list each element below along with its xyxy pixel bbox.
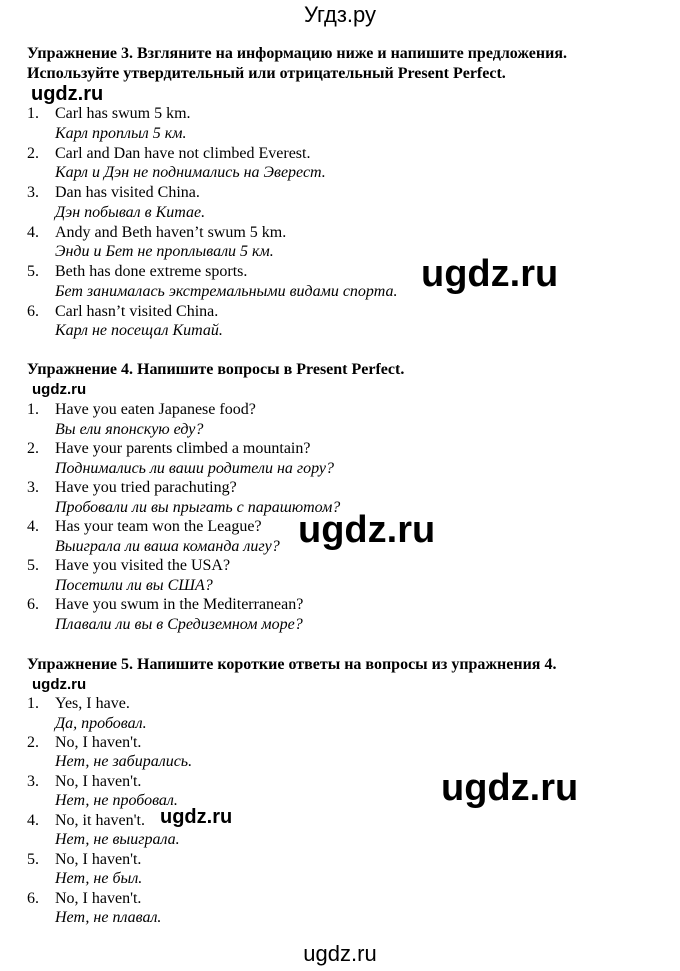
ex4-item1-number: 1. [27,401,39,418]
ex5-item2-number: 2. [27,734,39,751]
exercise3-heading-line2: Используйте утвердительный или отрицательный Present Perfect. [27,65,506,82]
watermark-small-3: ugdz.ru [32,676,87,693]
ex5-item1-russian: Да, пробовал. [55,715,147,732]
ex5-item6-russian: Нет, не плавал. [55,909,162,926]
ex3-item5-english: Beth has done extreme sports. [55,263,248,280]
watermark-big-2: ugdz.ru [298,509,436,551]
ex5-item3-number: 3. [27,773,39,790]
watermark-small-4: ugdz.ru [160,806,233,828]
ex4-item6-english: Have you swum in the Mediterranean? [55,596,304,613]
ex4-item6-number: 6. [27,596,39,613]
ex4-item4-english: Has your team won the League? [55,518,262,535]
ex4-item5-english: Have you visited the USA? [55,557,231,574]
ex4-item5-russian: Посетили ли вы США? [55,577,213,594]
ex3-item3-english: Dan has visited China. [55,184,200,201]
ex4-item3-english: Have you tried parachuting? [55,479,237,496]
ex5-item4-number: 4. [27,812,39,829]
ex5-item6-number: 6. [27,890,39,907]
ex5-item5-english: No, I haven't. [55,851,142,868]
exercise5-heading: Упражнение 5. Напишите короткие ответы на вопросы из упражнения 4. [27,656,557,673]
ex3-item3-russian: Дэн побывал в Китае. [55,204,206,221]
site-title: Угдз.ру [303,2,377,27]
ex3-item6-english: Carl hasn’t visited China. [55,303,219,320]
ex3-item6-number: 6. [27,303,39,320]
ex5-item1-number: 1. [27,695,39,712]
ex3-item1-russian: Карл проплыл 5 км. [55,125,187,142]
ex4-item3-russian: Пробовали ли вы прыгать с парашютом? [55,499,341,516]
ex5-item4-russian: Нет, не выиграла. [55,831,180,848]
ex3-item5-number: 5. [27,263,39,280]
ex4-item5-number: 5. [27,557,39,574]
watermark-small-1: ugdz.ru [31,83,104,105]
ex3-item5-russian: Бет занималась экстремальными видами спорта. [55,283,398,300]
watermark-big-3: ugdz.ru [441,767,579,809]
ex3-item2-english: Carl and Dan have not climbed Everest. [55,145,311,162]
ex3-item2-russian: Карл и Дэн не поднимались на Эверест. [55,164,326,181]
ex4-item3-number: 3. [27,479,39,496]
ex5-item2-russian: Нет, не забирались. [55,753,193,770]
footer-watermark: ugdz.ru [303,941,377,966]
ex4-item1-english: Have you eaten Japanese food? [55,401,256,418]
ex4-item2-russian: Поднимались ли ваши родители на гору? [55,460,335,477]
ex5-item3-english: No, I haven't. [55,773,142,790]
ex5-item2-english: No, I haven't. [55,734,142,751]
ex5-item5-russian: Нет, не был. [55,870,143,887]
ex3-item2-number: 2. [27,145,39,162]
watermark-big-1: ugdz.ru [421,253,559,295]
ex4-item4-number: 4. [27,518,39,535]
ex3-item4-number: 4. [27,224,39,241]
ex3-item4-english: Andy and Beth haven’t swum 5 km. [55,224,287,241]
exercise3-heading-line1: Упражнение 3. Взгляните на информацию ниже и напишите предложения. [27,45,567,62]
watermark-small-2: ugdz.ru [32,381,87,398]
ex5-item6-english: No, I haven't. [55,890,142,907]
ex5-item4-english: No, it haven't. [55,812,145,829]
ex3-item4-russian: Энди и Бет не проплывали 5 км. [55,243,274,260]
exercise4-heading: Упражнение 4. Напишите вопросы в Present Perfect. [27,361,405,378]
ex4-item1-russian: Вы ели японскую еду? [55,421,204,438]
ex3-item1-number: 1. [27,105,39,122]
ex5-item5-number: 5. [27,851,39,868]
ex3-item3-number: 3. [27,184,39,201]
ex5-item1-english: Yes, I have. [55,695,130,712]
ex4-item4-russian: Выиграла ли ваша команда лигу? [55,538,280,555]
ex4-item6-russian: Плавали ли вы в Средиземном море? [55,616,303,633]
ex3-item6-russian: Карл не посещал Китай. [55,322,223,339]
ex4-item2-english: Have your parents climbed a mountain? [55,440,311,457]
ex5-item3-russian: Нет, не пробовал. [55,792,178,809]
ex3-item1-english: Carl has swum 5 km. [55,105,191,122]
ex4-item2-number: 2. [27,440,39,457]
